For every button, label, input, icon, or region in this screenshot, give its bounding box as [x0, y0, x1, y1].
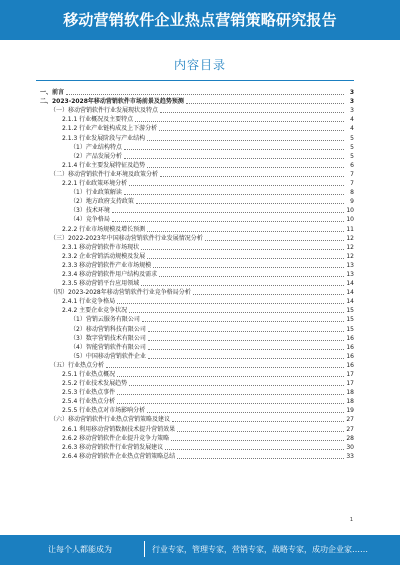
- toc-entry-label: （1）行业政策解读: [70, 189, 122, 197]
- toc-leader-dots: [165, 449, 344, 450]
- toc-entry-page: 11: [346, 225, 354, 233]
- toc-entry[interactable]: [40, 415, 354, 424]
- toc-leader-dots: [147, 140, 344, 141]
- toc-entry-label: 2.5.5 行业热点对市场影响分析: [62, 407, 146, 415]
- toc-entry-page: 12: [346, 252, 354, 260]
- toc-leader-dots: [106, 367, 344, 368]
- toc-entry-page: 30: [346, 443, 354, 451]
- toc-entry[interactable]: [40, 115, 354, 124]
- toc-leader-dots: [172, 421, 344, 422]
- toc-entry[interactable]: [40, 306, 354, 315]
- toc-entry-label: 2.6.3 移动营销软件行业营销发展建议: [62, 443, 164, 451]
- toc-entry-label: （2）移动营销科技有限公司: [70, 325, 146, 333]
- toc-entry-page: 14: [346, 298, 354, 306]
- toc-entry[interactable]: [40, 170, 354, 179]
- toc-entry-page: 10: [346, 207, 354, 215]
- toc-entry[interactable]: [40, 452, 354, 461]
- toc-leader-dots: [112, 221, 344, 222]
- toc-entry-label: （3）数字营销技术有限公司: [70, 334, 146, 342]
- footer-banner: [0, 535, 400, 565]
- toc-entry[interactable]: [40, 334, 354, 343]
- toc-leader-dots: [66, 94, 344, 95]
- toc-entry[interactable]: [40, 124, 354, 133]
- toc-leader-dots: [124, 149, 344, 150]
- table-of-contents: [40, 88, 354, 461]
- toc-entry-page: 4: [350, 125, 354, 133]
- toc-entry-page: 13: [346, 261, 354, 269]
- toc-leader-dots: [135, 121, 344, 122]
- toc-leader-dots: [129, 312, 344, 313]
- toc-entry-page: 3: [349, 98, 354, 106]
- toc-entry-page: 4: [350, 116, 354, 124]
- toc-entry-page: 14: [346, 289, 354, 297]
- toc-entry-label: 2.3.5 移动营销平台应用领域: [62, 280, 140, 288]
- toc-entry-label: 2.3.1 移动营销软件市场现状: [62, 243, 140, 251]
- toc-entry[interactable]: [40, 361, 354, 370]
- toc-entry-label: 2.3.2 企业营销活动规模及发展: [62, 252, 146, 260]
- toc-entry-label: 2.6.1 利用移动营销数据技术提升营销效果: [62, 425, 176, 433]
- toc-entry-page: 17: [346, 371, 354, 378]
- toc-leader-dots: [117, 394, 344, 395]
- toc-entry[interactable]: [40, 370, 354, 379]
- toc-entry-label: 2.5.1 行业热点概况: [62, 371, 116, 378]
- toc-entry-label: 2.1.3 行业发展阶段与产业结构: [62, 134, 146, 142]
- toc-leader-dots: [147, 258, 344, 259]
- toc-entry[interactable]: [40, 324, 354, 333]
- toc-leader-dots: [147, 167, 344, 168]
- toc-entry[interactable]: [40, 352, 354, 361]
- toc-entry[interactable]: [40, 161, 354, 170]
- toc-entry-label: （2）地方政府支持政策: [70, 198, 134, 206]
- toc-entry[interactable]: [40, 188, 354, 197]
- toc-entry-page: 12: [346, 234, 354, 242]
- toc-entry-label: 2.6.2 移动营销软件企业提升竞争力策略: [62, 434, 170, 442]
- toc-title: 内容目录: [173, 58, 226, 72]
- toc-leader-dots: [177, 431, 344, 432]
- toc-entry[interactable]: [40, 288, 354, 297]
- toc-entry[interactable]: [40, 224, 354, 233]
- toc-entry-label: 2.1.4 行业主要发展特征及趋势: [62, 161, 146, 169]
- footer-separator: [144, 541, 145, 557]
- toc-entry[interactable]: [40, 97, 354, 106]
- toc-entry-label: （3）技术环境: [70, 207, 110, 215]
- toc-entry-page: 16: [346, 352, 354, 360]
- toc-entry[interactable]: [40, 397, 354, 406]
- page-number: 1: [349, 517, 353, 523]
- toc-leader-dots: [142, 321, 344, 322]
- toc-entry-label: 2.2.2 行业市场规模及增长预测: [62, 225, 146, 233]
- report-title: 移动营销软件企业热点营销策略研究报告: [63, 11, 337, 29]
- toc-entry-label: 2.4.1 行业竞争格局: [62, 298, 116, 306]
- toc-entry-page: 17: [346, 380, 354, 388]
- toc-entry[interactable]: [40, 406, 354, 415]
- toc-entry[interactable]: [40, 152, 354, 161]
- toc-leader-dots: [141, 285, 344, 286]
- toc-entry-label: 2.3.4 移动营销软件用户结构及需求: [62, 270, 158, 278]
- toc-entry[interactable]: [40, 388, 354, 397]
- toc-leader-dots: [153, 267, 344, 268]
- toc-entry-page: 6: [350, 161, 354, 169]
- toc-entry-label: 2.5.3 行业热点事件: [62, 389, 116, 397]
- toc-leader-dots: [160, 176, 344, 177]
- toc-leader-dots: [148, 358, 344, 359]
- toc-entry-label: 2.1.1 行业概况及主要特点: [62, 116, 134, 124]
- toc-entry-page: 9: [350, 198, 354, 206]
- toc-leader-dots: [129, 385, 344, 386]
- toc-entry[interactable]: [40, 424, 354, 433]
- toc-leader-dots: [112, 212, 344, 213]
- toc-entry-page: 5: [350, 143, 354, 151]
- toc-entry-page: 7: [350, 170, 354, 178]
- toc-entry-label: （1）产业结构特点: [70, 143, 122, 151]
- toc-entry[interactable]: [40, 252, 354, 261]
- toc-entry-page: 10: [346, 216, 354, 224]
- toc-entry-label: 一、前言: [40, 89, 65, 97]
- toc-entry[interactable]: [40, 443, 354, 452]
- toc-entry-page: 15: [346, 307, 354, 315]
- toc-entry-page: 18: [346, 389, 354, 397]
- toc-entry-page: 12: [346, 243, 354, 251]
- toc-entry[interactable]: [40, 243, 354, 252]
- toc-entry-page: 16: [346, 361, 354, 369]
- toc-entry[interactable]: [40, 143, 354, 152]
- toc-entry-page: 16: [346, 334, 354, 342]
- toc-entry-label: （4）智能营销软件有限公司: [70, 343, 146, 351]
- toc-entry-label: （2）产品发展分析: [70, 152, 122, 160]
- toc-entry-label: 2.1.2 行业产业链构成及上下游分析: [62, 125, 158, 133]
- toc-leader-dots: [129, 185, 344, 186]
- toc-entry[interactable]: [40, 215, 354, 224]
- toc-entry[interactable]: [40, 434, 354, 443]
- toc-leader-dots: [171, 440, 344, 441]
- toc-entry-label: 2.3.3 移动营销软件产业市场规模: [62, 261, 152, 269]
- toc-entry-page: 14: [346, 280, 354, 288]
- toc-entry-page: 27: [346, 425, 354, 433]
- toc-entry-page: 18: [346, 398, 354, 406]
- toc-leader-dots: [124, 158, 344, 159]
- toc-entry-label: 二、2023-2028年移动营销软件市场前景及趋势预测: [40, 98, 184, 106]
- toc-entry-page: 7: [350, 180, 354, 188]
- toc-entry-label: （1）营销云服务有限公司: [70, 316, 140, 324]
- toc-entry-page: 3: [350, 107, 354, 115]
- toc-entry-page: 5: [350, 152, 354, 160]
- toc-leader-dots: [147, 231, 344, 232]
- toc-entry[interactable]: [40, 197, 354, 206]
- toc-entry-label: 2.4.2 主要企业竞争状况: [62, 307, 128, 315]
- toc-leader-dots: [117, 403, 344, 404]
- toc-entry[interactable]: [40, 179, 354, 188]
- toc-leader-dots: [160, 112, 344, 113]
- toc-leader-dots: [159, 130, 344, 131]
- footer-left-text: 让每个人都能成为: [48, 545, 112, 554]
- toc-entry-label: （六）移动营销软件行业热点营销策略及建议: [50, 416, 171, 424]
- toc-entry-page: 28: [346, 434, 354, 442]
- toc-leader-dots: [159, 276, 344, 277]
- toc-leader-dots: [141, 249, 344, 250]
- toc-entry-label: 2.2.1 行业政策环境分析: [62, 180, 128, 188]
- toc-entry[interactable]: [40, 270, 354, 279]
- toc-leader-dots: [148, 331, 344, 332]
- toc-entry-label: （一）移动营销软件行业发展现状及特点: [50, 107, 159, 115]
- toc-entry[interactable]: [40, 297, 354, 306]
- toc-entry[interactable]: [40, 315, 354, 324]
- toc-entry-page: 19: [346, 407, 354, 415]
- toc-entry-label: （四）2023-2028年移动营销软件行业竞争格局分析: [50, 289, 191, 297]
- toc-leader-dots: [186, 103, 344, 104]
- toc-entry[interactable]: [40, 106, 354, 115]
- toc-entry[interactable]: [40, 234, 354, 243]
- toc-leader-dots: [136, 203, 344, 204]
- toc-entry[interactable]: [40, 88, 354, 97]
- toc-entry[interactable]: [40, 133, 354, 142]
- toc-entry-page: 33: [346, 452, 354, 460]
- toc-entry-page: 8: [350, 189, 354, 197]
- toc-leader-dots: [205, 240, 344, 241]
- toc-leader-dots: [124, 194, 344, 195]
- toc-entry[interactable]: [40, 343, 354, 352]
- toc-entry[interactable]: [40, 206, 354, 215]
- toc-leader-dots: [117, 303, 344, 304]
- toc-entry-label: （5）中国移动营销软件企业: [70, 352, 146, 360]
- toc-leader-dots: [193, 294, 344, 295]
- toc-entry-label: （五）行业热点分析: [50, 361, 105, 369]
- toc-entry-label: 2.5.4 行业热点分析: [62, 398, 116, 406]
- toc-entry-label: 2.6.4 移动营销软件企业热点营销策略总结: [62, 452, 176, 460]
- toc-entry[interactable]: [40, 279, 354, 288]
- toc-leader-dots: [117, 376, 344, 377]
- toc-divider: [36, 80, 354, 81]
- toc-entry-page: 3: [349, 89, 354, 97]
- toc-entry-page: 16: [346, 343, 354, 351]
- report-header-banner: [0, 0, 400, 40]
- toc-leader-dots: [148, 340, 344, 341]
- toc-entry-page: 27: [346, 416, 354, 424]
- toc-leader-dots: [147, 412, 344, 413]
- toc-entry-label: （4）竞争格局: [70, 216, 110, 224]
- toc-leader-dots: [148, 349, 344, 350]
- toc-entry[interactable]: [40, 379, 354, 388]
- toc-leader-dots: [177, 458, 344, 459]
- toc-entry-label: （二）移动营销软件行业环境及政策分析: [50, 170, 159, 178]
- toc-entry-page: 15: [346, 316, 354, 324]
- footer-slogan: 行业专家，管理专家，营销专家，战略专家，成功企业家……: [152, 545, 368, 554]
- toc-entry-label: （三）2022-2023年中国移动营销软件行业发展情况分析: [50, 234, 203, 242]
- toc-entry[interactable]: [40, 261, 354, 270]
- toc-entry-page: 15: [346, 325, 354, 333]
- toc-entry-page: 13: [346, 270, 354, 278]
- toc-entry-page: 5: [350, 134, 354, 142]
- toc-entry-label: 2.5.2 行业技术发展趋势: [62, 380, 128, 388]
